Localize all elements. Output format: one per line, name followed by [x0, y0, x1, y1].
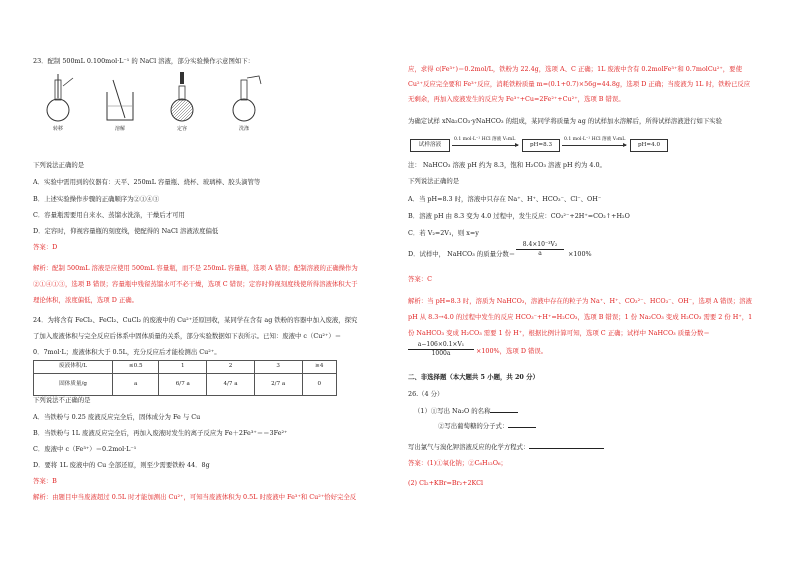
q26-part-1a-text: （1）①写出 Na₂O 的名称 [414, 407, 491, 415]
figure-wash [219, 72, 269, 132]
q25-option-d: D．试样中， NaHCO₃ 的质量分数＝ [408, 250, 516, 258]
q25-option-a: A．当 pH=8.3 时，溶液中只存在 Na⁺、H⁺、HCO₃⁻、Cl⁻、OH⁻ [408, 195, 602, 203]
q26-part-1b [438, 421, 536, 429]
q24-line-2: 了加入废液体积与完全反应后体系中固体质量的关系，部分实验数据如下表所示。已知：废液中 c（Cu²⁺）＝ [33, 332, 342, 340]
fraction-numerator: a−106×0.1×V₁ [417, 341, 465, 348]
fraction-denominator: 1000a [431, 350, 451, 357]
q26-answer-1: 答案：(1)①氧化钠；②C₆H₁₂O₆； [408, 459, 507, 467]
figure-caption: 溶解 [114, 126, 125, 132]
q23-explanation-2: ②①④①③，选项 B 错误；容量瓶中残留蒸馏水可不必干燥，选项 C 错误；定容时仰视刻度线使所得溶液体积大于 [33, 280, 358, 288]
table-cell: 0 [302, 374, 336, 396]
table-cell: 废液体积/L [34, 361, 113, 374]
q25-option-b: B．溶液 pH 由 8.3 变为 4.0 过程中，发生反应：CO₃²⁻+2H⁺=CO₂↑+H₂O [408, 212, 630, 220]
q23-option-c: C．容量瓶需要用自来水、蒸馏水洗涤，干燥后才可用 [33, 211, 185, 219]
q25-note: 注： NaHCO₃ 溶液 pH 约为 8.3，饱和 H₂CO₃ 溶液 pH 约为 4.0。 [408, 161, 606, 169]
table-cell: 3 [254, 361, 302, 374]
q26-part-1b-text: ②写出葡萄糖的分子式： [438, 422, 509, 430]
q26-part-2-text: 写出氯气与溴化钾溶液反应的化学方程式： [408, 443, 530, 451]
table-header-row [34, 361, 337, 374]
flow-arrow-label-1: 0.1 mol·L⁻¹ HCl 溶液 V₁mL [454, 137, 516, 142]
q24-option-b: B．当铁粉与 1L 废液反应完全后，再加入废液时发生的离子反应为 Fe＋2Fe³⁺＝＝3Fe²⁺ [33, 429, 288, 437]
answer-blank[interactable] [508, 421, 536, 428]
q25-explanation-1: 解析：当 pH=8.3 时，溶质为 NaHCO₃，溶液中存在的粒子为 Na⁺、H⁺、CO₃²⁻、HCO₃⁻、OH⁻，选项 A 错误；溶液 [408, 297, 752, 305]
q24-answer: 答案：B [33, 477, 57, 485]
q23-figures [33, 72, 333, 132]
flow-arrow-1 [452, 145, 518, 146]
flow-box-ph40: pH=4.0 [630, 139, 668, 152]
q23-title: 23．配制 500mL 0.100mol·L⁻¹ 的 NaCl 溶液，部分实验操作示意图如下： [33, 57, 255, 65]
flow-box-ph83: pH=8.3 [522, 139, 560, 152]
q24-option-d: D．要将 1L 废液中的 Cu 全部还原，则至少需要铁粉 44．8g [33, 461, 210, 469]
fraction-denominator: a [538, 250, 542, 257]
table-cell: 2/7 a [254, 374, 302, 396]
figure-transfer [33, 72, 83, 132]
figure-caption: 定容 [176, 126, 187, 132]
wash-bottle-icon [219, 72, 269, 124]
figure-caption: 洗涤 [238, 126, 249, 132]
q25-answer: 答案：C [408, 275, 433, 283]
table-cell: a [112, 374, 158, 396]
table-cell: 固体质量/g [34, 374, 113, 396]
table-cell: ≥4 [302, 361, 336, 374]
q25-explanation-tail: ×100%，选项 D 错误。 [476, 347, 548, 355]
q25-option-d-tail: ×100% [568, 250, 592, 258]
table-cell: 4/7 a [207, 374, 255, 396]
q23-explanation-1: 解析：配制 500mL 溶液是应使用 500mL 容量瓶，而不是 250mL 容量瓶，选项 A 错误；配制溶液的正确操作为 [33, 264, 358, 272]
figure-dissolve [95, 72, 145, 132]
table-cell: 2 [207, 361, 255, 374]
volumetric-flask-icon [33, 72, 83, 124]
q25-explanation-3: 份 NaHCO₃ 变成 H₂CO₃ 需要 1 份 H⁺，根据比例计算可知，选项 C 正确；试样中 NaHCO₃ 质量分数＝ [408, 329, 710, 337]
section-2-heading: 二、非选择题（本大题共 5 小题，共 20 分） [408, 373, 539, 381]
table-row [34, 374, 337, 396]
q24-line-3: 0．7mol·L；废液体积大于 0.5L，充分反应后才能检测出 Cu²⁺。 [33, 348, 221, 356]
q26-part-2 [408, 442, 604, 450]
q26-part-1a [414, 406, 518, 414]
q23-prompt: 下列说法正确的是 [33, 161, 85, 169]
answer-blank[interactable] [490, 406, 518, 413]
q24-line-1: 24．为将含有 FeCl₃、FeCl₂、CuCl₂ 的废液中的 Cu²⁺还原回收，某同学在含有 ag 铁粉的容器中加入废液，探究 [33, 316, 358, 324]
q25-explanation-fraction [408, 342, 474, 357]
q26-answer-2: (2) Cl₂+KBr=Br₂+2KCl [408, 479, 484, 487]
table-cell: 6/7 a [159, 374, 207, 396]
figure-caption: 转移 [52, 126, 63, 132]
table-cell: 1 [159, 361, 207, 374]
beaker-icon [95, 72, 145, 124]
q24-explanation-4: 无剩余，再加入废液发生的反应为 Fe³⁺+Cu=2Fe²⁺+Cu²⁺，选项 B 错误。 [408, 95, 625, 103]
q26-title: 26.（4 分） [408, 390, 444, 398]
table-cell: ≤0.5 [112, 361, 158, 374]
q23-option-b: B．上述实验操作步骤的正确顺序为②①④③ [33, 195, 160, 203]
q25-prompt: 下列说法正确的是 [408, 177, 460, 185]
q25-explanation-2: pH 从 8.3→4.0 的过程中发生的反应 HCO₃⁻+H⁺=H₂CO₃，选项 B 错误；1 份 Na₂CO₃ 变成 H₂CO₃ 需要 2 份 H⁺，1 [408, 313, 753, 321]
q25-option-c: C．若 V₂=2V₁，则 x=y [408, 229, 479, 237]
q24-option-a: A．当铁粉与 0.25 废液反应完全后，固体成分为 Fe 与 Cu [33, 413, 201, 421]
q23-option-a: A．实验中需用到的仪器有：天平、250mL 容量瓶、烧杯、玻璃棒、胶头滴管等 [33, 178, 261, 186]
q24-option-c: C．废液中 c（Fe³⁺）＝0.2mol·L⁻¹ [33, 445, 137, 453]
flow-arrow-label-2: 0.1 mol·L⁻¹ HCl 溶液 V₂mL [564, 137, 626, 142]
flow-arrow-2 [562, 145, 626, 146]
fraction-numerator: 8.4×10⁻³V₂ [522, 241, 558, 248]
q24-prompt: 下列说法不正确的是 [33, 396, 91, 404]
q23-option-d: D．定容时，仰视容量瓶的刻度线，使配得的 NaCl 溶液浓度偏低 [33, 227, 219, 235]
figure-fixed-volume [157, 72, 207, 132]
q24-explanation-1: 解析：由题目中当废液超过 0.5L 时才能加测出 Cu²⁺，可知当废液体积为 0.5L 时废液中 Fe³⁺和 Cu²⁺恰好完全反 [33, 493, 357, 501]
answer-blank[interactable] [529, 442, 604, 449]
q24-table [33, 360, 337, 396]
flow-box-sample: 试样溶液 [410, 139, 450, 152]
q24-explanation-3: Cu²⁺反应完全要和 Fe³⁺反应，消耗铁粉质量 m=(0.1+0.7)×56g=44.8g，选项 D 正确；当废液为 1L 时，铁粉已反应 [408, 80, 751, 88]
q23-explanation-3: 理论体积，浓度偏低，选项 D 正确。 [33, 296, 139, 304]
q25-option-d-fraction [516, 242, 564, 257]
q23-answer: 答案：D [33, 243, 58, 251]
q25-line-1: 为确定试样 xNa₂CO₃·yNaHCO₃ 的组成，某同学将质量为 ag 的试样加水溶解后，所得试样溶液进行如下实验 [408, 117, 723, 125]
q24-explanation-2: 应，求得 c(Fe³⁺)＝0.2mol/L，铁粉为 22.4g，选项 A、C 正确；1L 废液中含有 0.2molFe³⁺和 0.7molCu²⁺，要使 [408, 65, 742, 73]
flask-dropper-icon [157, 72, 207, 124]
